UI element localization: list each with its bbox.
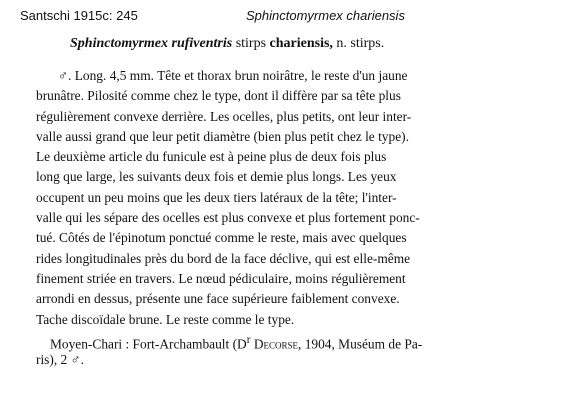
locality-line: ris), 2 ♂. <box>36 352 84 368</box>
description-line: tué. Côtés de l'épinotum ponctué comme le reste, mais avec quelques <box>36 230 407 246</box>
species-name-header: Sphinctomyrmex chariensis <box>246 8 405 23</box>
description-line: finement striée en travers. Le nœud pédiculaire, moins régulièrement <box>36 270 406 286</box>
taxon-title <box>70 36 570 52</box>
page-header <box>20 8 580 28</box>
taxon-status: n. stirps. <box>336 36 385 51</box>
description-line: ♂. Long. 4,5 mm. Tête et thorax brun noirâtre, le reste d'un jaune <box>58 68 408 83</box>
description-line: valle qui les sépare des ocelles est plus convexe et plus fortement ponc- <box>36 210 420 226</box>
locality-text-after: , 1904, Muséum de Pa- <box>298 336 423 352</box>
taxon-rank: stirps <box>235 36 267 51</box>
description-line: brunâtre. Pilosité comme chez le type, dont il diffère par sa tête plus <box>36 88 401 104</box>
taxon-name: chariensis, <box>269 36 333 51</box>
collector-name: Decorse <box>253 336 298 352</box>
description-line: arrondi en dessus, présente une face supérieure faiblement convexe. <box>36 291 400 307</box>
description-line: occupent un peu moins que les deux tiers latéraux de la tête; l'inter- <box>36 189 397 205</box>
description-line: rides longitudinales près du bord de la face déclive, qui est elle-même <box>36 250 411 266</box>
description-line: Tache discoïdale brune. Le reste comme le type. <box>36 311 295 327</box>
description-line: valle aussi grand que leur petit diamètre (bien plus petit chez le type). <box>36 128 409 144</box>
reference-citation: Santschi 1915c: 245 <box>20 8 138 23</box>
title-superscript: r <box>246 333 251 346</box>
locality-text: Moyen-Chari : Fort-Archambault (D <box>50 336 247 352</box>
description-block <box>36 66 574 370</box>
description-line: long que large, les suivants deux fois et demie plus longs. Les yeux <box>36 169 397 185</box>
description-line: régulièrement convexe derrière. Les ocelles, plus petits, ont leur inter- <box>36 108 412 124</box>
locality-line <box>36 330 574 350</box>
description-line: Le deuxième article du funicule est à peine plus de deux fois plus <box>36 149 387 165</box>
taxon-genus-species: Sphinctomyrmex rufiventris <box>70 36 233 51</box>
